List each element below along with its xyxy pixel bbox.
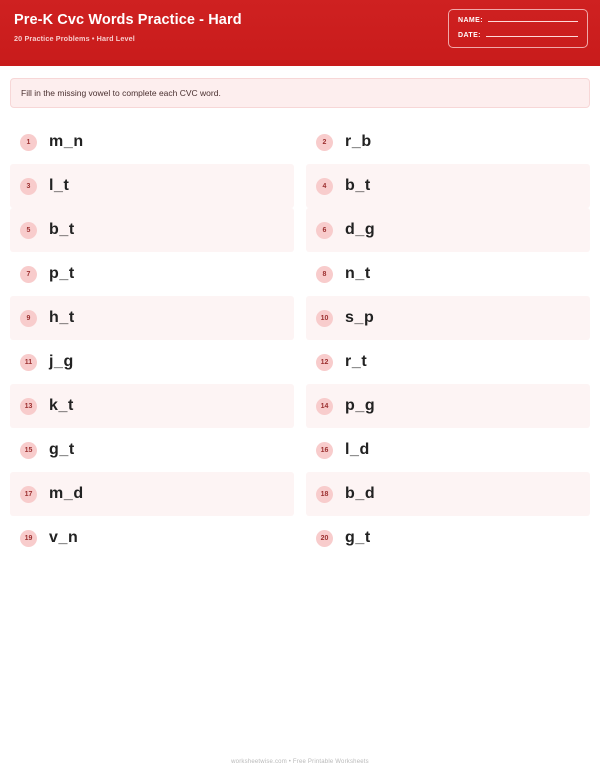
worksheet-header — [0, 0, 600, 66]
problem-item[interactable] — [10, 208, 294, 252]
problem-item[interactable] — [10, 296, 294, 340]
instructions-bar — [10, 78, 590, 108]
problem-word[interactable]: l_d — [345, 441, 370, 459]
problem-number: 9 — [20, 310, 37, 327]
problem-word[interactable]: b_t — [49, 221, 75, 239]
problem-item[interactable] — [10, 384, 294, 428]
page-subtitle: 20 Practice Problems • Hard Level — [14, 33, 135, 43]
problem-word[interactable]: d_g — [345, 221, 376, 239]
problem-word[interactable]: p_t — [49, 265, 75, 283]
problem-item[interactable] — [306, 472, 590, 516]
footer — [0, 750, 600, 768]
problem-item[interactable] — [306, 296, 590, 340]
problem-number: 16 — [316, 442, 333, 459]
name-write-line[interactable] — [488, 21, 578, 22]
problem-word[interactable]: m_d — [49, 485, 84, 503]
date-write-line[interactable] — [486, 36, 578, 37]
problem-word[interactable]: k_t — [49, 397, 74, 415]
problem-word[interactable]: s_p — [345, 309, 375, 327]
problem-item[interactable] — [306, 164, 590, 208]
problem-word[interactable]: h_t — [49, 309, 75, 327]
problem-number: 10 — [316, 310, 333, 327]
problem-word[interactable]: l_t — [49, 177, 70, 195]
problem-item[interactable] — [10, 340, 294, 384]
problem-item[interactable] — [10, 252, 294, 296]
problem-item[interactable] — [10, 428, 294, 472]
problem-item[interactable] — [10, 120, 294, 164]
problem-number: 15 — [20, 442, 37, 459]
header-title-block — [0, 0, 242, 43]
problem-number: 8 — [316, 266, 333, 283]
problem-item[interactable] — [10, 164, 294, 208]
problem-number: 17 — [20, 486, 37, 503]
problem-word[interactable]: g_t — [345, 529, 371, 547]
problem-item[interactable] — [306, 252, 590, 296]
problem-word[interactable]: r_t — [345, 353, 368, 371]
problem-item[interactable] — [306, 384, 590, 428]
instructions-text: Fill in the missing vowel to complete each CVC word. — [21, 88, 221, 98]
problem-number: 3 — [20, 178, 37, 195]
problem-number: 12 — [316, 354, 333, 371]
problem-number: 5 — [20, 222, 37, 239]
problem-number: 2 — [316, 134, 333, 151]
problem-word[interactable]: m_n — [49, 133, 84, 151]
problem-number: 14 — [316, 398, 333, 415]
problem-item[interactable] — [306, 428, 590, 472]
problem-item[interactable] — [306, 208, 590, 252]
problem-number: 7 — [20, 266, 37, 283]
problem-item[interactable] — [306, 516, 590, 560]
problem-word[interactable]: j_g — [49, 353, 74, 371]
footer-text: worksheetwise.com • Free Printable Worksheets — [231, 759, 369, 765]
problem-number: 1 — [20, 134, 37, 151]
problem-word[interactable]: b_t — [345, 177, 371, 195]
name-label: NAME: — [458, 17, 483, 24]
problem-word[interactable]: b_d — [345, 485, 376, 503]
problem-item[interactable] — [10, 472, 294, 516]
problem-word[interactable]: p_g — [345, 397, 376, 415]
problem-number: 13 — [20, 398, 37, 415]
problem-number: 4 — [316, 178, 333, 195]
problem-item[interactable] — [306, 120, 590, 164]
problem-word[interactable]: v_n — [49, 529, 79, 547]
problem-number: 18 — [316, 486, 333, 503]
problem-number: 20 — [316, 530, 333, 547]
problem-number: 11 — [20, 354, 37, 371]
problem-word[interactable]: r_b — [345, 133, 372, 151]
name-date-box — [448, 9, 588, 48]
problem-number: 19 — [20, 530, 37, 547]
date-field-row[interactable] — [458, 32, 578, 39]
page-title: Pre-K Cvc Words Practice - Hard — [14, 12, 242, 28]
problem-item[interactable] — [306, 340, 590, 384]
problem-number: 6 — [316, 222, 333, 239]
date-label: DATE: — [458, 32, 481, 39]
problem-item[interactable] — [10, 516, 294, 560]
name-field-row[interactable] — [458, 17, 578, 24]
problem-word[interactable]: g_t — [49, 441, 75, 459]
problem-word[interactable]: n_t — [345, 265, 371, 283]
problem-grid — [10, 120, 590, 560]
